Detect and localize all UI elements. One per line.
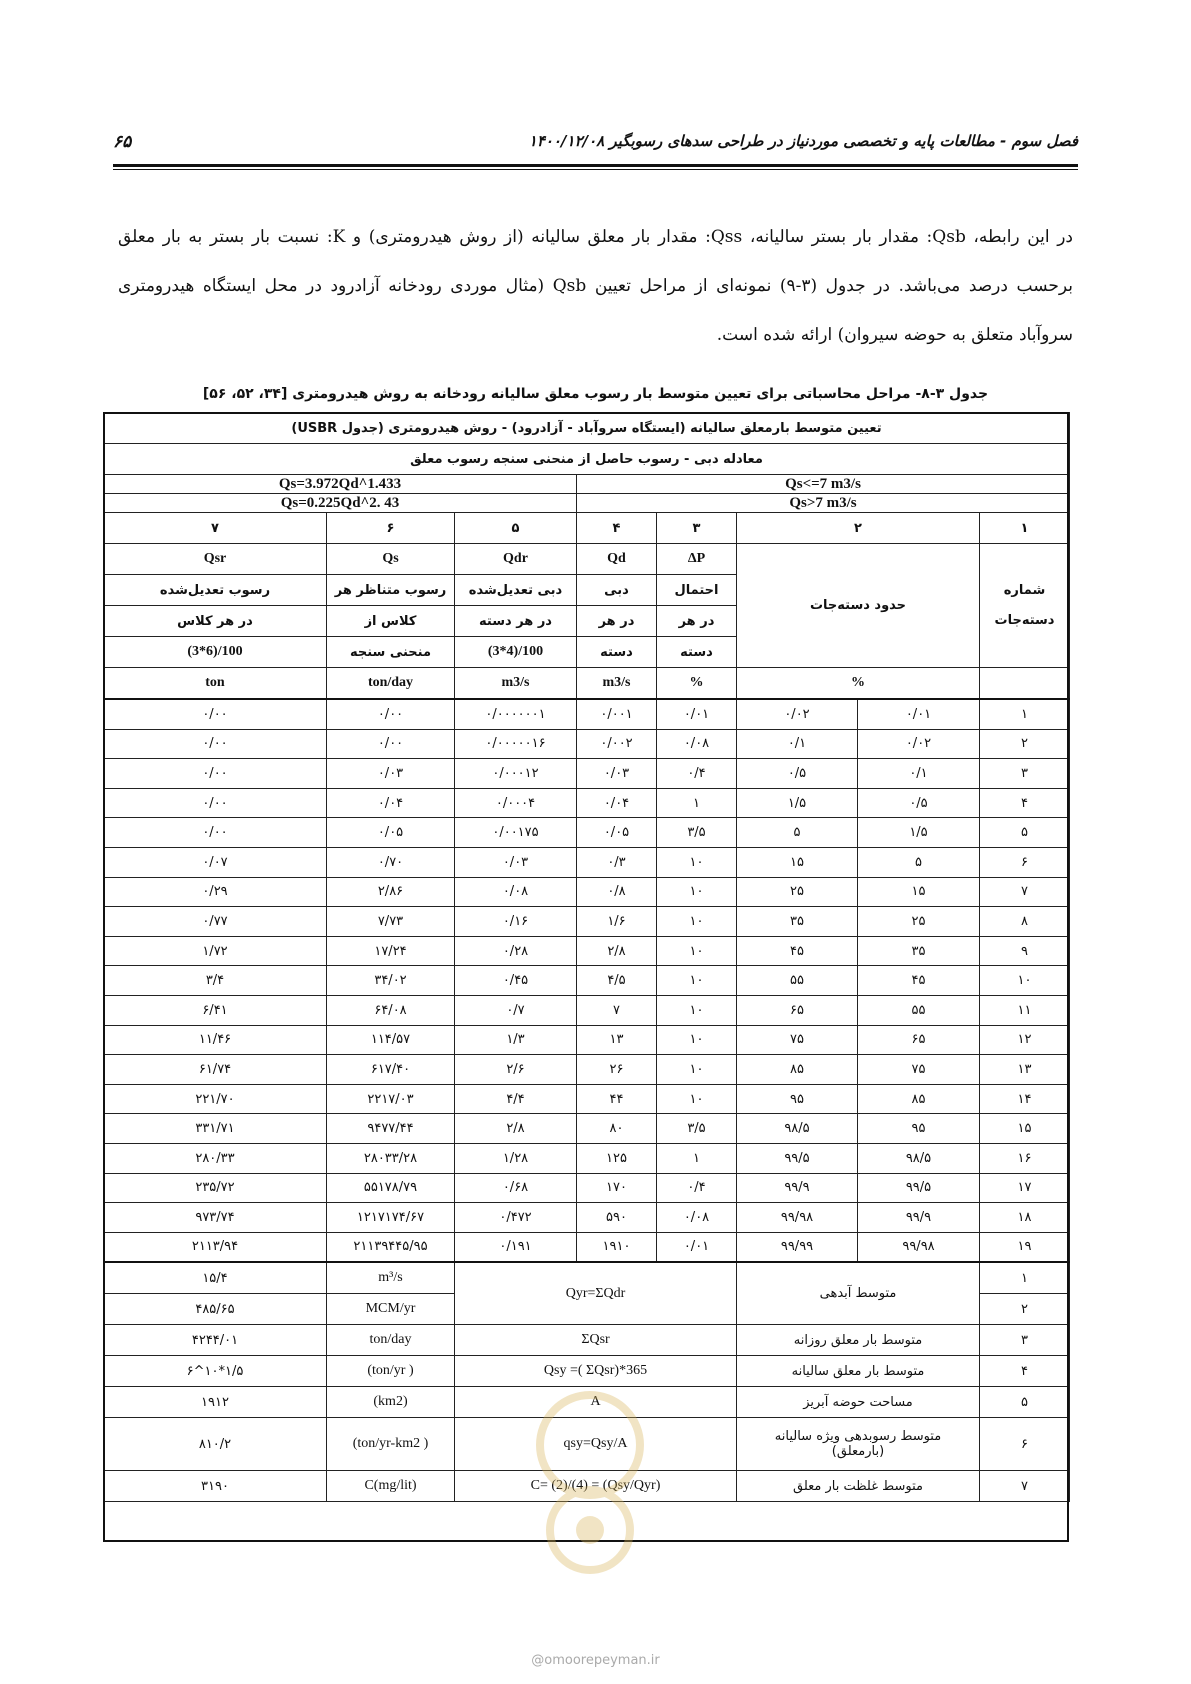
- summary-formula: A: [455, 1387, 737, 1418]
- header-label-c6: رسوب متناظر هر: [327, 575, 455, 606]
- row-number: ۵: [980, 818, 1070, 848]
- data-cell: ۱۰: [657, 1055, 737, 1085]
- summary-formula: qsy=Qsy/A: [455, 1418, 737, 1471]
- data-cell: ۱/۶: [577, 907, 657, 937]
- data-cell: ۰/۰۷: [104, 847, 327, 877]
- data-cell: ۲۶: [577, 1055, 657, 1085]
- data-cell: ۰/۰۰۱۷۵: [455, 818, 577, 848]
- data-cell: ۰/۰۲: [858, 729, 980, 759]
- data-cell: ۰/۰۰۰۰۰۱۶: [455, 729, 577, 759]
- data-cell: ۱۰: [657, 995, 737, 1025]
- col-number: ۲: [737, 513, 980, 544]
- row-number: ۱۲: [980, 1025, 1070, 1055]
- summary-formula: Qyr=ΣQdr: [455, 1262, 737, 1325]
- data-cell: ۰/۱۹۱: [455, 1232, 577, 1262]
- table-title-row: [104, 413, 1070, 444]
- row-number: ۳: [980, 759, 1070, 789]
- summary-value: ۸۱۰/۲: [104, 1418, 327, 1471]
- summary-unit: m³/s: [327, 1262, 455, 1294]
- data-cell: ۱۵: [858, 877, 980, 907]
- header-label-c4: دسته: [577, 637, 657, 668]
- header-rule-thin: [113, 169, 1078, 170]
- header-label-c3: احتمال: [657, 575, 737, 606]
- data-cell: ۸۵: [858, 1084, 980, 1114]
- data-cell: ۵: [737, 818, 858, 848]
- data-cell: ۰/۰۰۰۴: [455, 788, 577, 818]
- table-row: [104, 729, 1070, 759]
- summary-row: [104, 1356, 1070, 1387]
- equation-condition-1: Qs<=7 m3/s: [577, 475, 1070, 494]
- header-group-number: شماره دسته‌جات: [980, 544, 1070, 668]
- summary-value: ۴۲۴۴/۰۱: [104, 1325, 327, 1356]
- data-cell: ۷/۷۳: [327, 907, 455, 937]
- header-symbol-c4: Qd: [577, 544, 657, 575]
- summary-label: متوسط آبدهی: [737, 1262, 980, 1325]
- table-caption: جدول ۳-۸- مراحل محاسباتی برای تعیین متوسط بار رسوب معلق سالیانه رودخانه به روش هیدرومتری [۳۴، ۵۲، ۵۶]: [202, 386, 989, 402]
- column-number-row: [104, 513, 1070, 544]
- header-unit-c5: m3/s: [455, 668, 577, 700]
- data-cell: ۰/۲۸: [455, 936, 577, 966]
- data-cell: ۷۵: [737, 1025, 858, 1055]
- header-label-c5: در هر دسته: [455, 606, 577, 637]
- data-cell: ۹۸/۵: [737, 1114, 858, 1144]
- table-row: [104, 907, 1070, 937]
- data-cell: ۹۸/۵: [858, 1143, 980, 1173]
- table-row: [104, 1173, 1070, 1203]
- data-cell: ۰/۰۸: [657, 1203, 737, 1233]
- summary-formula: Qsy =( ΣQsr)*365: [455, 1356, 737, 1387]
- summary-number: ۴: [980, 1356, 1070, 1387]
- data-cell: ۶۵: [737, 995, 858, 1025]
- header-label-c7: در هر کلاس: [104, 606, 327, 637]
- data-cell: ۰/۰۰۰۰۰۰۱: [455, 699, 577, 729]
- table-row: [104, 1232, 1070, 1262]
- row-number: ۸: [980, 907, 1070, 937]
- header-label-c6: منحنی سنجه: [327, 637, 455, 668]
- summary-label: مساحت حوضه آبریز: [737, 1387, 980, 1418]
- data-cell: ۰/۰۴: [577, 788, 657, 818]
- data-cell: ۰/۰۰: [104, 788, 327, 818]
- data-cell: ۷۵: [858, 1055, 980, 1085]
- row-number: ۴: [980, 788, 1070, 818]
- table-row: [104, 699, 1070, 729]
- data-cell: ۰/۰۰: [327, 729, 455, 759]
- data-cell: ۲۲۱۷/۰۳: [327, 1084, 455, 1114]
- data-cell: ۵۵: [858, 995, 980, 1025]
- summary-number: ۳: [980, 1325, 1070, 1356]
- data-cell: ۰/۱: [858, 759, 980, 789]
- data-cell: ۰/۰۸: [657, 729, 737, 759]
- data-cell: ۰/۸: [577, 877, 657, 907]
- header-unit-c1: [980, 668, 1070, 700]
- data-cell: ۰/۰۱: [858, 699, 980, 729]
- summary-label: متوسط رسوبدهی ویژه سالیانه (بارمعلق): [737, 1418, 980, 1471]
- data-cell: ۰/۰۳: [577, 759, 657, 789]
- data-cell: ۴۴: [577, 1084, 657, 1114]
- row-number: ۶: [980, 847, 1070, 877]
- data-cell: ۲۸۰/۳۳: [104, 1143, 327, 1173]
- row-number: ۹: [980, 936, 1070, 966]
- summary-label: متوسط بار معلق روزانه: [737, 1325, 980, 1356]
- col-number: ۷: [104, 513, 327, 544]
- data-cell: ۱۱/۴۶: [104, 1025, 327, 1055]
- header-symbol-c3: ΔP: [657, 544, 737, 575]
- row-number: ۱۵: [980, 1114, 1070, 1144]
- data-cell: ۰/۷۷: [104, 907, 327, 937]
- data-cell: ۰/۰۰۰۱۲: [455, 759, 577, 789]
- table-subtitle-row: [104, 444, 1070, 475]
- data-cell: ۲/۸: [455, 1114, 577, 1144]
- data-cell: ۷: [577, 995, 657, 1025]
- data-cell: ۱/۵: [858, 818, 980, 848]
- summary-unit: MCM/yr: [327, 1294, 455, 1325]
- summary-number: ۵: [980, 1387, 1070, 1418]
- header-symbol-c5: Qdr: [455, 544, 577, 575]
- data-cell: ۱: [657, 1143, 737, 1173]
- row-number: ۱۸: [980, 1203, 1070, 1233]
- page-header: [113, 128, 1078, 154]
- header-unit-c3: %: [657, 668, 737, 700]
- data-cell: ۹۴۷۷/۴۴: [327, 1114, 455, 1144]
- summary-value: ۱/۵*۱۰^۶: [104, 1356, 327, 1387]
- data-cell: ۰/۰۰: [104, 759, 327, 789]
- header-symbol-c6: Qs: [327, 544, 455, 575]
- data-cell: ۲۵: [737, 877, 858, 907]
- table-row: [104, 966, 1070, 996]
- table-row: [104, 1055, 1070, 1085]
- data-cell: ۱۰: [657, 1025, 737, 1055]
- data-cell: ۱/۷۲: [104, 936, 327, 966]
- header-label-c5: دبی تعدیل‌شده: [455, 575, 577, 606]
- data-cell: ۲/۶: [455, 1055, 577, 1085]
- equation-row-2: [104, 494, 1070, 513]
- table-row: [104, 995, 1070, 1025]
- data-cell: ۹۹/۹۸: [858, 1232, 980, 1262]
- body-paragraph: در این رابطه، Qsb: مقدار بار بستر سالیانه، Qss: مقدار بار معلق سالیانه (از روش هیدرومتری) و K: نسبت بار بستر به بار معلق برحسب درصد می‌باشد. در جدول (۳-۹) نمونه‌ای از مراحل تعیین Qsb (مثال موردی رودخانه آزادرود در محل ایستگاه هیدرومتری سروآباد متعلق به حوضه سیروان) ارائه شده است.: [118, 227, 1073, 345]
- data-cell: ۳/۵: [657, 818, 737, 848]
- summary-unit: (km2): [327, 1387, 455, 1418]
- row-number: ۱۹: [980, 1232, 1070, 1262]
- data-cell: ۰/۳: [577, 847, 657, 877]
- header-symbol-row: [104, 544, 1070, 575]
- data-cell: ۱/۳: [455, 1025, 577, 1055]
- data-cell: ۰/۰۳: [327, 759, 455, 789]
- equation-row-1: [104, 475, 1070, 494]
- header-unit-c7: ton: [104, 668, 327, 700]
- summary-label: متوسط غلظت بار معلق: [737, 1471, 980, 1502]
- data-cell: ۱/۲۸: [455, 1143, 577, 1173]
- data-cell: ۰/۰۸: [455, 877, 577, 907]
- data-cell: ۹۹/۵: [737, 1143, 858, 1173]
- data-cell: ۹۵: [858, 1114, 980, 1144]
- data-cell: ۰/۴: [657, 759, 737, 789]
- data-cell: ۲۲۱/۷۰: [104, 1084, 327, 1114]
- data-cell: ۰/۰۵: [577, 818, 657, 848]
- summary-formula: C= (2)/(4) = (Qsy/Qyr): [455, 1471, 737, 1502]
- data-cell: ۹۵: [737, 1084, 858, 1114]
- equation-formula-1: Qs=3.972Qd^1.433: [104, 475, 577, 494]
- data-cell: ۹۹/۹: [737, 1173, 858, 1203]
- summary-label: متوسط بار معلق سالیانه: [737, 1356, 980, 1387]
- data-cell: ۱۰: [657, 877, 737, 907]
- header-label-c6: کلاس از: [327, 606, 455, 637]
- summary-number: ۲: [980, 1294, 1070, 1325]
- data-cell: ۱۲۵: [577, 1143, 657, 1173]
- data-cell: ۱: [657, 788, 737, 818]
- data-cell: ۴۵: [737, 936, 858, 966]
- row-number: ۱۶: [980, 1143, 1070, 1173]
- table-row: [104, 1084, 1070, 1114]
- table-row: [104, 759, 1070, 789]
- data-cell: ۶۵: [858, 1025, 980, 1055]
- data-cell: ۴/۵: [577, 966, 657, 996]
- header-label-c7: رسوب تعدیل‌شده: [104, 575, 327, 606]
- data-cell: ۱۷/۲۴: [327, 936, 455, 966]
- data-cell: ۳/۴: [104, 966, 327, 996]
- data-cell: ۵۵: [737, 966, 858, 996]
- header-rule: [113, 164, 1078, 167]
- table-row: [104, 818, 1070, 848]
- header-class-limits: حدود دسته‌جات: [737, 544, 980, 668]
- data-cell: ۴/۴: [455, 1084, 577, 1114]
- data-cell: ۳۳۱/۷۱: [104, 1114, 327, 1144]
- header-formula-c7: (3*6)/100: [104, 637, 327, 668]
- data-cell: ۸۵: [737, 1055, 858, 1085]
- data-cell: ۹۹/۹: [858, 1203, 980, 1233]
- data-cell: ۶۱/۷۴: [104, 1055, 327, 1085]
- data-cell: ۰/۰۰: [104, 818, 327, 848]
- data-cell: ۳/۵: [657, 1114, 737, 1144]
- summary-value: ۴۸۵/۶۵: [104, 1294, 327, 1325]
- summary-unit: ton/day: [327, 1325, 455, 1356]
- data-cell: ۴۵: [858, 966, 980, 996]
- data-cell: ۱۰: [657, 847, 737, 877]
- row-number: ۱۳: [980, 1055, 1070, 1085]
- data-cell: ۱۰: [657, 1084, 737, 1114]
- summary-number: ۷: [980, 1471, 1070, 1502]
- data-cell: ۹۷۳/۷۴: [104, 1203, 327, 1233]
- data-cell: ۰/۵: [858, 788, 980, 818]
- table-row: [104, 1114, 1070, 1144]
- data-cell: ۶/۴۱: [104, 995, 327, 1025]
- data-cell: ۰/۶۸: [455, 1173, 577, 1203]
- data-cell: ۱/۵: [737, 788, 858, 818]
- table-row: [104, 847, 1070, 877]
- col-number: ۳: [657, 513, 737, 544]
- header-label-c4: در هر: [577, 606, 657, 637]
- data-cell: ۰/۰۰۱: [577, 699, 657, 729]
- header-label-c4: دبی: [577, 575, 657, 606]
- data-cell: ۵: [858, 847, 980, 877]
- data-cell: ۰/۰۱: [657, 1232, 737, 1262]
- data-cell: ۱۰: [657, 936, 737, 966]
- data-cell: ۱۷۰: [577, 1173, 657, 1203]
- col-number: ۶: [327, 513, 455, 544]
- equation-formula-2: Qs=0.225Qd^2. 43: [104, 494, 577, 513]
- data-cell: ۶۱۷/۴۰: [327, 1055, 455, 1085]
- data-cell: ۰/۰۰۲: [577, 729, 657, 759]
- page-number: ۶۵: [113, 132, 132, 152]
- summary-unit: (ton/yr ): [327, 1356, 455, 1387]
- col-number: ۵: [455, 513, 577, 544]
- data-cell: ۲۳۵/۷۲: [104, 1173, 327, 1203]
- data-cell: ۹۹/۹۹: [737, 1232, 858, 1262]
- data-cell: ۹۹/۵: [858, 1173, 980, 1203]
- seal-watermark-icon: [515, 1385, 665, 1575]
- row-number: ۲: [980, 729, 1070, 759]
- summary-row: [104, 1325, 1070, 1356]
- footer-url: @omoorepeyman.ir: [531, 1653, 660, 1668]
- data-cell: ۰/۰۴: [327, 788, 455, 818]
- data-cell: ۰/۲۹: [104, 877, 327, 907]
- summary-number: ۶: [980, 1418, 1070, 1471]
- data-cell: ۵۹۰: [577, 1203, 657, 1233]
- data-cell: ۲۱۱۳۹۴۴۵/۹۵: [327, 1232, 455, 1262]
- data-cell: ۰/۴۷۲: [455, 1203, 577, 1233]
- summary-value: ۱۹۱۲: [104, 1387, 327, 1418]
- data-cell: ۱۹۱۰: [577, 1232, 657, 1262]
- equation-condition-2: Qs>7 m3/s: [577, 494, 1070, 513]
- row-number: ۱۴: [980, 1084, 1070, 1114]
- header-label-c3: دسته: [657, 637, 737, 668]
- data-cell: ۵۵۱۷۸/۷۹: [327, 1173, 455, 1203]
- col-number: ۴: [577, 513, 657, 544]
- data-cell: ۲۵: [858, 907, 980, 937]
- col-number: ۱: [980, 513, 1070, 544]
- data-cell: ۰/۰۰: [104, 729, 327, 759]
- data-cell: ۰/۱: [737, 729, 858, 759]
- header-unit-c6: ton/day: [327, 668, 455, 700]
- data-cell: ۰/۰۰: [104, 699, 327, 729]
- data-cell: ۰/۰۱: [657, 699, 737, 729]
- header-symbol-c7: Qsr: [104, 544, 327, 575]
- row-number: ۱۷: [980, 1173, 1070, 1203]
- summary-unit: C(mg/lit): [327, 1471, 455, 1502]
- summary-row: [104, 1262, 1070, 1294]
- data-cell: ۲/۸۶: [327, 877, 455, 907]
- data-cell: ۱۵: [737, 847, 858, 877]
- data-cell: ۰/۰۰: [327, 699, 455, 729]
- header-unit-c2: %: [737, 668, 980, 700]
- row-number: ۱: [980, 699, 1070, 729]
- data-cell: ۸۰: [577, 1114, 657, 1144]
- data-cell: ۰/۵: [737, 759, 858, 789]
- data-cell: ۰/۰۲: [737, 699, 858, 729]
- data-cell: ۰/۷۰: [327, 847, 455, 877]
- summary-value: ۳۱۹۰: [104, 1471, 327, 1502]
- summary-unit: (ton/yr-km2 ): [327, 1418, 455, 1471]
- data-cell: ۰/۴: [657, 1173, 737, 1203]
- table-title: تعیین متوسط بارمعلق سالیانه (ایستگاه سروآباد - آزادرود) - روش هیدرومتری (جدول USBR): [104, 413, 1070, 444]
- row-number: ۷: [980, 877, 1070, 907]
- table-row: [104, 1025, 1070, 1055]
- header-unit-row: [104, 668, 1070, 700]
- data-cell: ۱۲۱۷۱۷۴/۶۷: [327, 1203, 455, 1233]
- sediment-table: [103, 412, 1070, 1502]
- data-cell: ۹۹/۹۸: [737, 1203, 858, 1233]
- data-cell: ۰/۷: [455, 995, 577, 1025]
- data-cell: ۰/۱۶: [455, 907, 577, 937]
- data-cell: ۳۵: [737, 907, 858, 937]
- data-cell: ۶۴/۰۸: [327, 995, 455, 1025]
- data-cell: ۲۱۱۳/۹۴: [104, 1232, 327, 1262]
- table-row: [104, 936, 1070, 966]
- data-cell: ۳۴/۰۲: [327, 966, 455, 996]
- row-number: ۱۰: [980, 966, 1070, 996]
- table-row: [104, 877, 1070, 907]
- header-unit-c4: m3/s: [577, 668, 657, 700]
- summary-value: ۱۵/۴: [104, 1262, 327, 1294]
- data-cell: ۱۳: [577, 1025, 657, 1055]
- chapter-title: فصل سوم - مطالعات پایه و تخصصی موردنیاز در طراحی سدهای رسوبگیر ۱۴۰۰/۱۲/۰۸: [528, 132, 1078, 150]
- data-cell: ۰/۰۳: [455, 847, 577, 877]
- table-subtitle: معادله دبی - رسوب حاصل از منحنی سنجه رسوب معلق: [104, 444, 1070, 475]
- data-cell: ۱۰: [657, 966, 737, 996]
- table-row: [104, 1143, 1070, 1173]
- data-cell: ۰/۴۵: [455, 966, 577, 996]
- data-cell: ۱۰: [657, 907, 737, 937]
- data-cell: ۲۸۰۳۳/۲۸: [327, 1143, 455, 1173]
- table-row: [104, 1203, 1070, 1233]
- table-row: [104, 788, 1070, 818]
- summary-number: ۱: [980, 1262, 1070, 1294]
- summary-formula: ΣQsr: [455, 1325, 737, 1356]
- data-cell: ۰/۰۵: [327, 818, 455, 848]
- data-cell: ۳۵: [858, 936, 980, 966]
- row-number: ۱۱: [980, 995, 1070, 1025]
- header-formula-c5: (3*4)/100: [455, 637, 577, 668]
- data-cell: ۲/۸: [577, 936, 657, 966]
- header-label-c3: در هر: [657, 606, 737, 637]
- data-cell: ۱۱۴/۵۷: [327, 1025, 455, 1055]
